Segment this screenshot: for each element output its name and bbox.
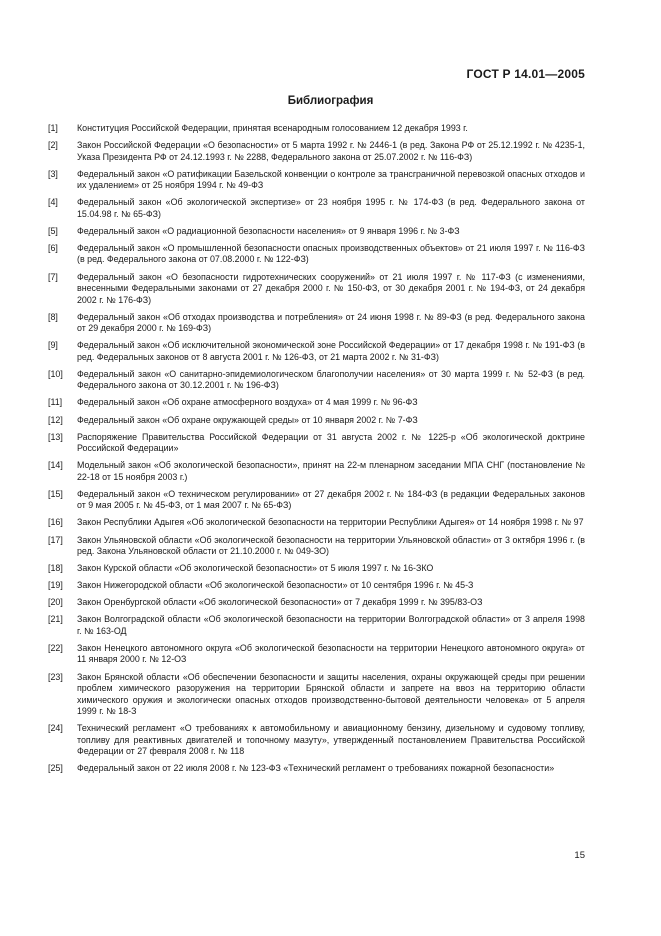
bibliography-entry — [48, 535, 585, 558]
entry-text: Федеральный закон «Об исключительной экономической зоне Российской Федерации» от 17 декабря 1998 г. № 191-ФЗ (в ред. Федеральных законов от 8 августа 2001 г. № 126-ФЗ, от 21 марта 2002 г. № 31-ФЗ) — [77, 340, 585, 362]
entry-text: Федеральный закон «О техническом регулировании» от 27 декабря 2002 г. № 184-ФЗ (в редакции Федеральных законов от 9 мая 2005 г. № 45-ФЗ, от 1 мая 2007 г. № 65-ФЗ) — [77, 488, 585, 511]
bibliography-entry — [48, 197, 585, 220]
entry-number: [2] — [48, 140, 58, 151]
entry-number: [14] — [48, 460, 63, 471]
bibliography-entry — [48, 340, 585, 363]
entry-text: Распоряжение Правительства Российской Федерации от 31 августа 2002 г. № 1225-р «Об экологической доктрине Российской Федерации» — [77, 431, 585, 454]
bibliography-entry — [48, 723, 585, 758]
bibliography-list — [48, 123, 585, 780]
entry-number: [17] — [48, 534, 63, 545]
entry-number: [6] — [48, 242, 58, 253]
entry-number: [16] — [48, 517, 63, 528]
entry-text: Закон Нижегородской области «Об экологической безопасности» от 10 сентября 1996 г. № 45-З — [77, 580, 474, 591]
entry-number: [3] — [48, 168, 58, 179]
entry-number: [22] — [48, 642, 63, 653]
entry-number: [23] — [48, 671, 63, 682]
entry-number: [25] — [48, 763, 63, 774]
entry-number: [13] — [48, 431, 63, 442]
entry-text: Закон Волгоградской области «Об экологической безопасности на территории Волгоградской области» от 3 апреля 1998 г. № 163-ОД — [77, 614, 585, 636]
entry-text: Модельный закон «Об экологической безопасности», принят на 22-м пленарном заседании МПА СНГ (постановление № 22-18 от 15 ноября 2003 г.) — [77, 460, 585, 482]
entry-text: Федеральный закон «О санитарно-эпидемиологическом благополучии населения» от 30 марта 1999 г. № 52-ФЗ (в ред. Федерального закона от 30.12.2001 г. № 196-ФЗ) — [77, 368, 585, 391]
entry-number: [12] — [48, 414, 63, 425]
entry-text: Федеральный закон «Об отходах производства и потребления» от 24 июня 1998 г. № 89-ФЗ (в ред. Федерального закона от 29 декабря 2000 г. № 169-ФЗ) — [77, 311, 585, 334]
entry-number: [5] — [48, 225, 58, 236]
entry-number: [15] — [48, 488, 63, 499]
standard-code: ГОСТ Р 14.01—2005 — [466, 67, 585, 81]
bibliography-entry — [48, 763, 585, 775]
bibliography-entry — [48, 597, 585, 609]
entry-text: Технический регламент «О требованиях к автомобильному и авиационному бензину, дизельному и судовому топливу, топливу для реактивных двигателей и топочному мазуту», утвержденный постановлением Правительства Российской Федерации от 27 февраля 2008 г. № 118 — [77, 723, 585, 757]
bibliography-entry — [48, 397, 585, 409]
bibliography-entry — [48, 272, 585, 307]
bibliography-entry — [48, 489, 585, 512]
bibliography-entry — [48, 643, 585, 666]
bibliography-entry — [48, 614, 585, 637]
entry-number: [4] — [48, 197, 58, 208]
bibliography-entry — [48, 312, 585, 335]
entry-number: [24] — [48, 723, 63, 734]
bibliography-entry — [48, 169, 585, 192]
entry-number: [1] — [48, 123, 58, 133]
bibliography-entry — [48, 563, 585, 575]
bibliography-entry — [48, 140, 585, 163]
bibliography-entry — [48, 415, 585, 427]
entry-text: Федеральный закон «Об охране атмосферного воздуха» от 4 мая 1999 г. № 96-ФЗ — [77, 397, 418, 408]
entry-number: [18] — [48, 563, 63, 574]
entry-number: [7] — [48, 271, 58, 282]
bibliography-entry — [48, 432, 585, 455]
entry-text: Федеральный закон «Об охране окружающей среды» от 10 января 2002 г. № 7-ФЗ — [77, 414, 418, 425]
entry-text: Закон Российской Федерации «О безопасности» от 5 марта 1992 г. № 2446-1 (в ред. Закона РФ от 25.12.1992 г. № 4235-1, Указа Президента РФ от 24.12.1993 г. № 2288, Федерального закона от 25.07.2002 г. № 116-ФЗ) — [77, 140, 585, 162]
entry-text: Федеральный закон «О промышленной безопасности опасных производственных объектов» от 21 июля 1997 г. № 116-ФЗ (в ред. Федерального закона от 07.08.2000 г. № 122-ФЗ) — [77, 242, 585, 265]
bibliography-entry — [48, 123, 585, 135]
entry-number: [11] — [48, 397, 63, 408]
entry-text: Федеральный закон «О радиационной безопасности населения» от 9 января 1996 г. № 3-ФЗ — [77, 225, 460, 236]
entry-number: [19] — [48, 580, 63, 591]
page-title: Библиография — [287, 95, 374, 107]
entry-text: Закон Брянской области «Об обеспечении безопасности и защиты населения, охраны окружающей среды при решении проблем химического разоружения на территории Брянской области и запрете на ввоз на территорию области химического оружия и экологически опасных отходов производственно-бытовой деятельности человека» от 5 апреля 1999 г. № 18-З — [77, 671, 585, 717]
entry-text: Закон Ненецкого автономного округа «Об экологической безопасности на территории Ненецкого автономного округа» от 11 января 2000 г. № 12-ОЗ — [77, 642, 585, 665]
bibliography-entry — [48, 672, 585, 718]
bibliography-entry — [48, 460, 585, 483]
entry-text: Конституция Российской Федерации, принятая всенародным голосованием 12 декабря 1993 г. — [77, 123, 468, 133]
entry-text: Закон Ульяновской области «Об экологической безопасности на территории Ульяновской области» от 3 октября 1996 г. (в ред. Закона Ульяновской области от 21.10.2000 г. № 049-ЗО) — [77, 534, 585, 556]
entry-text: Закон Курской области «Об экологической безопасности» от 5 июля 1997 г. № 16-ЗКО — [77, 563, 434, 574]
page-number: 15 — [574, 850, 585, 861]
entry-text: Закон Республики Адыгея «Об экологической безопасности на территории Республики Адыгея» от 14 ноября 1998 г. № 97 — [77, 517, 584, 528]
entry-text: Федеральный закон «О ратификации Базельской конвенции о контроле за трансграничной перевозкой опасных отходов и их удалением» от 25 ноября 1994 г. № 49-ФЗ — [77, 168, 585, 191]
entry-text: Федеральный закон «О безопасности гидротехнических сооружений» от 21 июля 1997 г. № 117-ФЗ (с изменениями, внесенными Федеральными законами от 27 декабря 2000 г. № 150-ФЗ, от 30 декабря 2001 г. № 194-ФЗ, от 24 декабря 2002 г. № 176-ФЗ) — [77, 271, 585, 305]
entry-text: Федеральный закон от 22 июля 2008 г. № 123-ФЗ «Технический регламент о требованиях пожарной безопасности» — [77, 763, 555, 774]
entry-number: [8] — [48, 311, 58, 322]
entry-number: [10] — [48, 368, 63, 379]
entry-text: Федеральный закон «Об экологической экспертизе» от 23 ноября 1995 г. № 174-ФЗ (в ред. Федерального закона от 15.04.98 г. № 65-ФЗ) — [77, 197, 585, 219]
bibliography-entry — [48, 369, 585, 392]
entry-text: Закон Оренбургской области «Об экологической безопасности» от 7 декабря 1999 г. № 395/83-ОЗ — [77, 597, 483, 608]
entry-number: [20] — [48, 597, 63, 608]
entry-number: [9] — [48, 340, 58, 351]
bibliography-entry — [48, 580, 585, 592]
bibliography-entry — [48, 243, 585, 266]
bibliography-entry — [48, 226, 585, 238]
entry-number: [21] — [48, 614, 63, 625]
bibliography-entry — [48, 517, 585, 529]
